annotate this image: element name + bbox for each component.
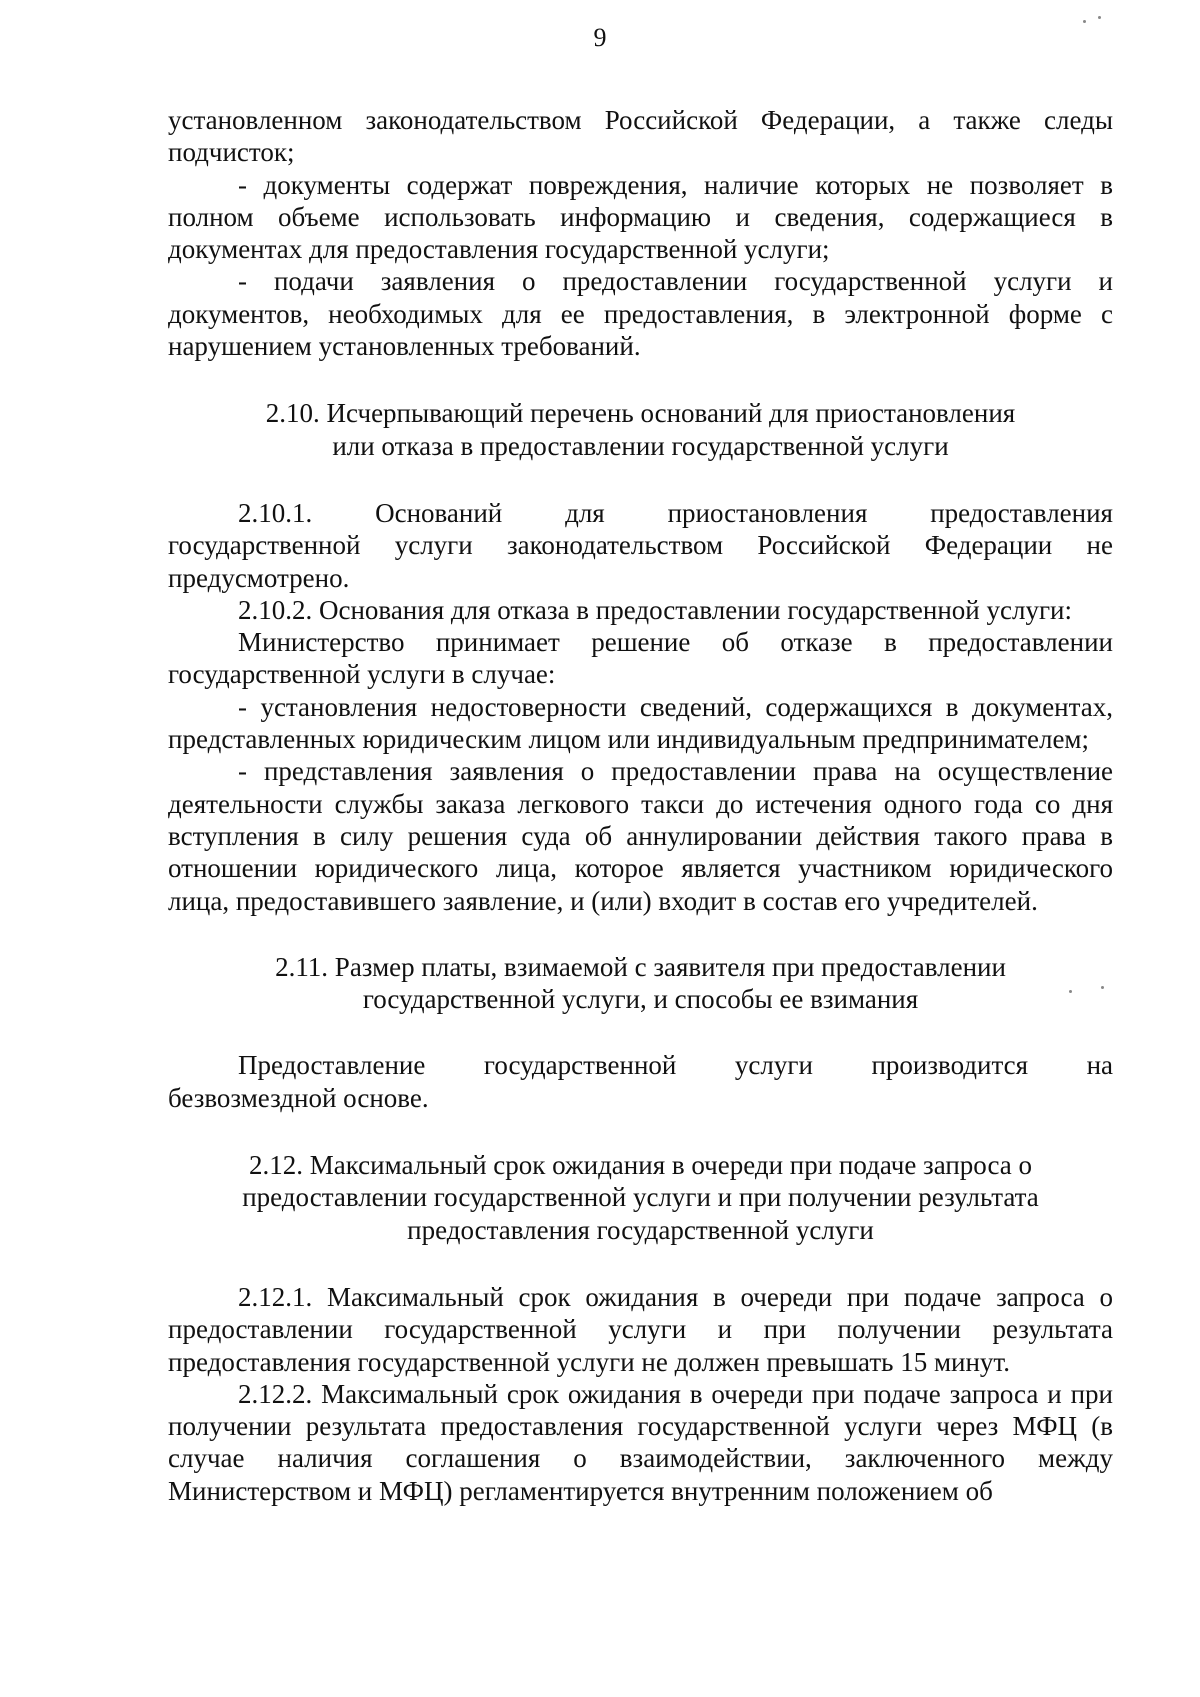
paragraph-2-10-1-first-line: [168, 497, 1113, 529]
paragraph-fee-first-line: [168, 1049, 1113, 1081]
scan-speck: [1098, 16, 1101, 19]
word: производится: [871, 1050, 1029, 1081]
word: приостановления: [667, 497, 868, 528]
list-item-taxi-service: - представления заявления о предоставлении права на осуществление деятельности службы заказа легкового такси до истечения одного года со дня вступления в силу решения суда об аннулировании действия такого права в отношении юридического лица, которое является участником юридического лица, предоставившего заявление, и (или) входит в состав его учредителей.: [168, 756, 1113, 916]
document-body: [168, 104, 1113, 1507]
word: Предоставление: [238, 1050, 426, 1081]
word: услуги: [734, 1050, 813, 1081]
section-heading-2-11: [168, 951, 1113, 1016]
heading-line: предоставления государственной услуги: [407, 1214, 874, 1245]
paragraph-2-10-1-rest: государственной услуги законодательством Российской Федерации не предусмотрено.: [168, 530, 1113, 593]
scan-speck: [1083, 20, 1086, 23]
paragraph: установленном законодательством Российской Федерации, а также следы подчисток;: [168, 105, 1113, 168]
heading-line: государственной услуги, и способы ее взимания: [362, 984, 919, 1015]
paragraph-2-12-2: 2.12.2. Максимальный срок ожидания в очереди при подаче запроса и при получении результата предоставления государственной услуги через МФЦ (в случае наличия соглашения о взаимодействии, заключенного между Министерством и МФЦ) регламентируется внутренним положением об: [168, 1378, 1113, 1506]
list-item-damaged-documents: - документы содержат повреждения, наличие которых не позволяет в полном объеме использовать информацию и сведения, содержащиеся в документах для предоставления государственной услуги;: [168, 169, 1113, 265]
list-item-electronic-submission: - подачи заявления о предоставлении государственной услуги и документов, необходимых для ее предоставления, в электронной форме с нарушением установленных требований.: [168, 266, 1113, 362]
section-heading-2-10: [168, 397, 1113, 462]
word: на: [1086, 1050, 1113, 1081]
word: предоставления: [930, 497, 1113, 528]
list-item-unreliable-info: - установления недостоверности сведений, содержащихся в документах, представленных юридическим лицом или индивидуальным предпринимателем;: [168, 691, 1113, 755]
paragraph-fee-rest: безвозмездной основе.: [168, 1082, 429, 1113]
heading-line: 2.10. Исчерпывающий перечень оснований для приостановления: [265, 398, 1016, 429]
section-heading-2-12: [168, 1149, 1113, 1246]
heading-line: предоставлении государственной услуги и при получении результата: [242, 1182, 1039, 1213]
heading-line: 2.12. Максимальный срок ожидания в очереди при подаче запроса о: [248, 1150, 1033, 1181]
paragraph-ministry-decision: Министерство принимает решение об отказе в предоставлении государственной услуги в случае:: [168, 627, 1113, 690]
paragraph-2-12-1: 2.12.1. Максимальный срок ожидания в очереди при подаче запроса о предоставлении государственной услуги и при получении результата предоставления государственной услуги не должен превышать 15 минут.: [168, 1281, 1113, 1377]
scan-speck: [1069, 990, 1072, 993]
word: Оснований: [375, 497, 503, 528]
paragraph-2-10-2: 2.10.2. Основания для отказа в предоставлении государственной услуги:: [238, 594, 1072, 625]
word: для: [565, 497, 605, 528]
word: государственной: [483, 1050, 677, 1081]
heading-line: 2.11. Размер платы, взимаемой с заявителя при предоставлении: [275, 951, 1006, 982]
word: 2.10.1.: [238, 497, 313, 528]
heading-line: или отказа в предоставлении государственной услуги: [332, 430, 949, 461]
page-number: 9: [593, 23, 607, 52]
scan-speck: [1101, 986, 1104, 989]
